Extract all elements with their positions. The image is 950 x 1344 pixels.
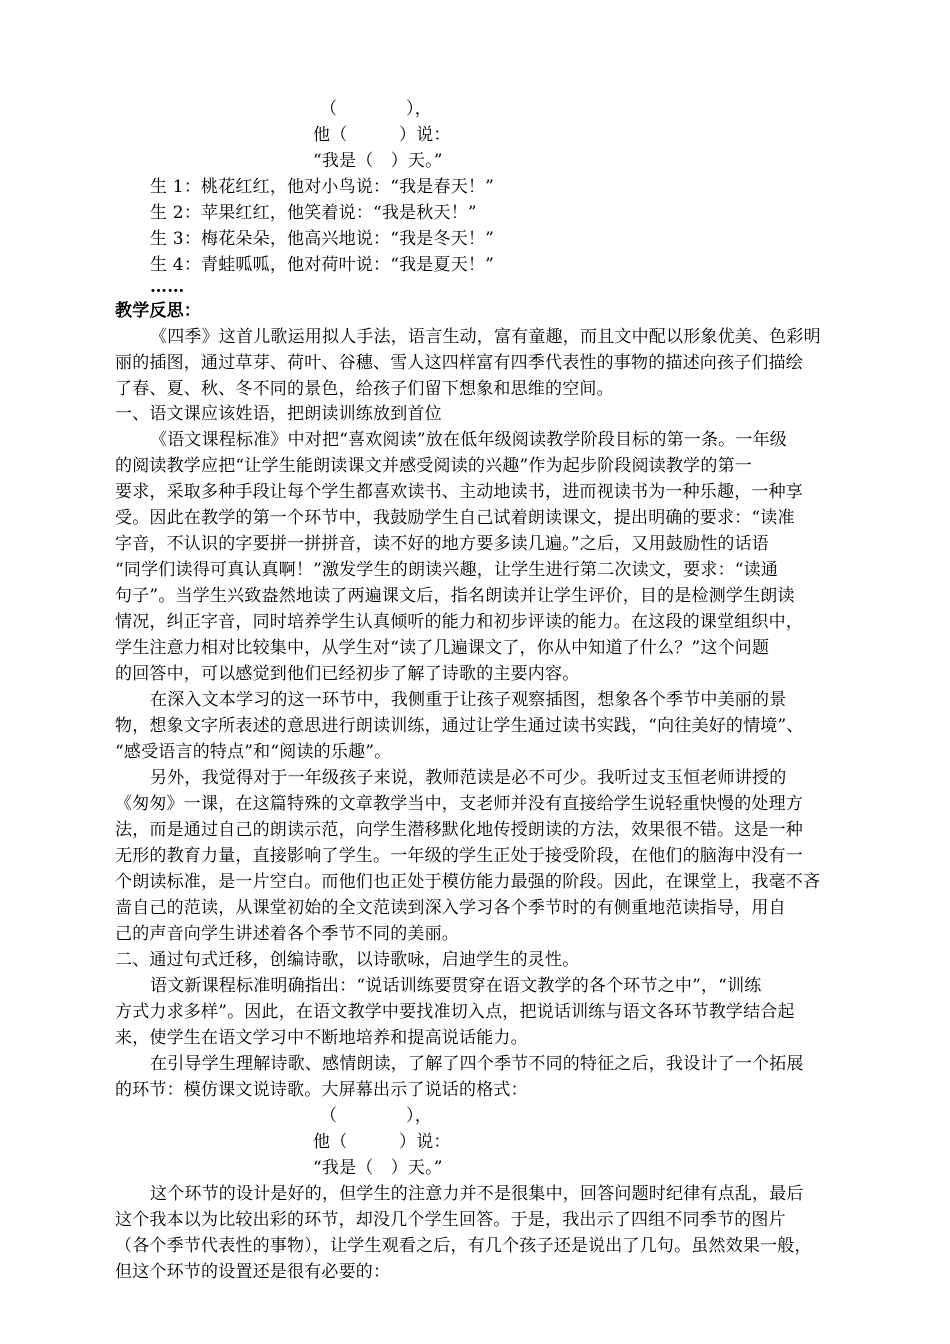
paragraph-line: 这个环节的设计是好的，但学生的注意力并不是很集中，回答问题时纪律有点乱，最后 xyxy=(150,1184,804,1204)
paragraph-line: 情况，纠正字音，同时培养学生认真倾听的能力和初步评读的能力。在这段的课堂组织中， xyxy=(115,612,803,632)
paragraph-line: 物，想象文字所表述的意思进行朗读训练，通过让学生通过读书实践，“向往美好的情境”、 xyxy=(115,716,804,736)
paragraph-line: 要求，采取多种手段让每个学生都喜欢读书、主动地读书，进而视读书为一种乐趣，一种享 xyxy=(115,482,803,502)
paragraph-line: 字音，不认识的字要拼一拼拼音，读不好的地方要多读几遍。”之后，又用鼓励性的话语 xyxy=(115,534,769,554)
paragraph-line: 《语文课程标准》中对把“喜欢阅读”放在低年级阅读教学阶段目标的第一条。一年级 xyxy=(150,430,787,450)
paragraph-line: 在引导学生理解诗歌、感情朗读，了解了四个季节不同的特征之后，我设计了一个拓展 xyxy=(150,1054,804,1074)
paragraph-line: 方式力求多样”。因此，在语文教学中要找准切入点，把说话训练与语文各环节教学结合起 xyxy=(115,1002,795,1022)
format-line: 他（ ）说： xyxy=(313,125,451,145)
paragraph-line: 但这个环节的设置还是很有必要的： xyxy=(115,1262,391,1282)
reflection-title: 教学反思： xyxy=(115,301,201,321)
paragraph-line: 无形的教育力量，直接影响了学生。一年级的学生正处于接受阶段，在他们的脑海中没有一 xyxy=(115,846,803,866)
student-line: 生 4：青蛙呱呱，他对荷叶说：“我是夏天！” xyxy=(150,255,495,275)
paragraph-line: 《匆匆》一课，在这篇特殊的文章教学当中，支老师并没有直接给学生说轻重快慢的处理方 xyxy=(115,794,803,814)
student-line: 生 1：桃花红红，他对小鸟说：“我是春天！” xyxy=(150,177,495,197)
section-heading: 一、语文课应该姓语，把朗读训练放到首位 xyxy=(115,404,442,424)
paragraph-line: 啬自己的范读，从课堂初始的全文范读到深入学习各个季节时的有侧重地范读指导，用自 xyxy=(115,898,786,918)
paragraph-line: 来，使学生在语文学习中不断地培养和提高说话能力。 xyxy=(115,1028,528,1048)
student-line: 生 2：苹果红红，他笑着说：“我是秋天！” xyxy=(150,203,477,223)
paragraph-line: “感受语言的特点”和“阅读的乐趣”。 xyxy=(115,742,392,762)
paragraph-line: 句子”。当学生兴致盎然地读了两遍课文后，指名朗读并让学生评价，目的是检测学生朗读 xyxy=(115,586,795,606)
paragraph-line: 在深入文本学习的这一环节中，我侧重于让孩子观察插图，想象各个季节中美丽的景 xyxy=(150,690,787,710)
paragraph-line: 己的声音向学生讲述着各个季节不同的美丽。 xyxy=(115,924,459,944)
format-line: 他（ ）说： xyxy=(313,1132,451,1152)
student-line: 生 3：梅花朵朵，他高兴地说：“我是冬天！” xyxy=(150,229,495,249)
section-heading: 二、通过句式迁移，创编诗歌，以诗歌咏，启迪学生的灵性。 xyxy=(115,950,580,970)
paragraph-line: 这个我本以为比较出彩的环节，却没几个学生回答。于是，我出示了四组不同季节的图片 xyxy=(115,1210,786,1230)
paragraph-line: 《四季》这首儿歌运用拟人手法，语言生动，富有童趣，而且文中配以形象优美、色彩明 xyxy=(150,327,821,347)
format-line: “我是（ ）天。” xyxy=(313,1158,443,1178)
paragraph-line: 丽的插图，通过草芽、荷叶、谷穗、雪人这四样富有四季代表性的事物的描述向孩子们描绘 xyxy=(115,353,803,373)
paragraph-line: 的环节：模仿课文说诗歌。大屏幕出示了说话的格式： xyxy=(115,1080,528,1100)
paragraph-line: （各个季节代表性的事物），让学生观看之后，有几个孩子还是说出了几句。虽然效果一般， xyxy=(115,1236,812,1256)
paragraph-line: 个朗读标准，是一片空白。而他们也正处于模仿能力最强的阶段。因此，在课堂上，我毫不吝 xyxy=(115,872,821,892)
paragraph-line: 语文新课程标准明确指出：“说话训练要贯穿在语文教学的各个环节之中”，“训练 xyxy=(150,976,762,996)
ellipsis: …… xyxy=(150,277,185,297)
paragraph-line: 学生注意力相对比较集中，从学生对“读了几遍课文了，你从中知道了什么？”这个问题 xyxy=(115,638,770,658)
paragraph-line: 的回答中，可以感觉到他们已经初步了解了诗歌的主要内容。 xyxy=(115,664,580,684)
paragraph-line: 法，而是通过自己的朗读示范，向学生潜移默化地传授朗读的方法，效果很不错。这是一种 xyxy=(115,820,803,840)
paragraph-line: 另外，我觉得对于一年级孩子来说，教师范读是必不可少。我听过支玉恒老师讲授的 xyxy=(150,768,787,788)
format-line: （ ）， xyxy=(320,1106,432,1126)
paragraph-line: “同学们读得可真认真啊！”激发学生的朗读兴趣，让学生进行第二次读文，要求：“读通 xyxy=(115,560,779,580)
format-line: “我是（ ）天。” xyxy=(313,151,443,171)
format-line: （ ）， xyxy=(320,99,432,119)
paragraph-line: 的阅读教学应把“让学生能朗读课文并感受阅读的兴趣”作为起步阶段阅读教学的第一 xyxy=(115,456,752,476)
paragraph-line: 了春、夏、秋、冬不同的景色，给孩子们留下想象和思维的空间。 xyxy=(115,379,614,399)
paragraph-line: 受。因此在教学的第一个环节中，我鼓励学生自己试着朗读课文，提出明确的要求：“读准 xyxy=(115,508,795,528)
